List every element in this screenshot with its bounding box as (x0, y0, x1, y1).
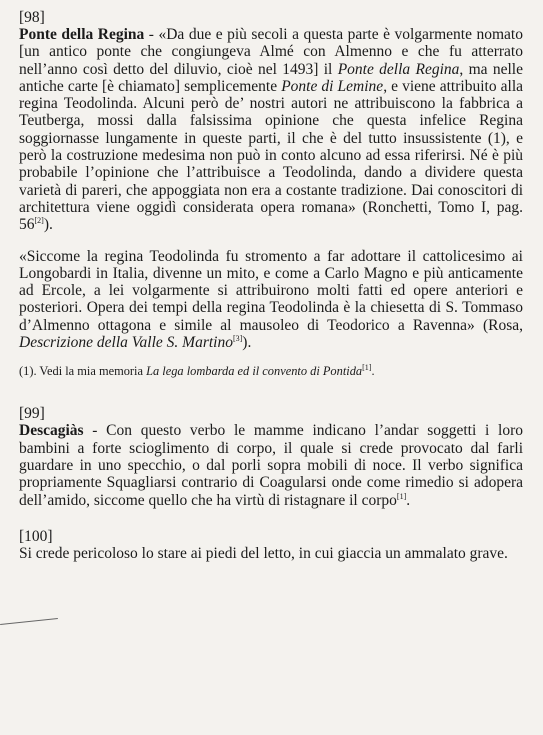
separator-line (0, 618, 58, 625)
footnote (19, 364, 523, 378)
entry-98 (19, 9, 523, 378)
footnote-end: . (371, 364, 375, 379)
entry-text: Si crede pericoloso lo stare ai piedi del letto, in cui giaccia un ammalato grave. (19, 544, 508, 562)
quote-italic: Descrizione della Valle S. Martino (19, 334, 233, 352)
entry-text: - «Da due e più secoli a questa parte è volgarmente nomato [un antico ponte che congiungeva Almé con Almenno e che fu atterrato nell’anno così detto del diluvio, cioè nel 1493] il (19, 26, 523, 78)
footnote-ref: [3] (232, 333, 243, 343)
entry-paragraph (19, 545, 523, 562)
footnote-ref: [1] (362, 363, 372, 373)
entry-text: ). (43, 216, 53, 234)
entry-number: [99] (19, 405, 45, 423)
entry-100 (19, 528, 523, 562)
entry-text: , e viene attribuito alla regina Teodolinda. Alcuni però de’ nostri autori ne attribuiscono la fabbrica a Teutberga, mossi dalla falsissima opinione che questa infelice Regina soggiornasse lungamente in queste parti, il che è del tutto insussistente (1), e però la costruzione medesima non può in conto alcuno ad essa riferirsi. Né è più probabile l’opinione che l’attribuisce a Teodolinda, dando a dividere questa varietà di pareri, che appoggiata non era a costante tradizione. Dai conoscitori di architettura viene oggidì considerata opera romana» (Ronchetti, Tomo I, pag. 56 (19, 77, 524, 234)
entry-paragraph (19, 422, 523, 508)
entry-end: . (406, 491, 411, 509)
entry-text: - Con questo verbo le mamme indicano l’andar soggetti i loro bambini a forte scioglimento di corpo, il quale si crede provocato dal farli guardare in uno specchio, o dal porli sopra mobili di noce. Il verbo significa propriamente Squagliarsi contrario di Coagularsi onde come rimedio si adopera dell’amido, siccome quello che ha virtù di ristagnare il corpo (19, 422, 523, 509)
footnote-ref: [1] (396, 491, 407, 501)
footnote-text: (1). Vedi la mia memoria (19, 364, 147, 379)
entry-italic: Ponte di Lemine (281, 77, 384, 95)
entry-number: [98] (19, 9, 45, 26)
quote-end: ). (242, 334, 252, 352)
entry-99 (19, 405, 523, 508)
footnote-ref: [2] (34, 216, 44, 226)
entry-title: Ponte della Regina (19, 26, 145, 43)
quote-paragraph (19, 248, 523, 352)
entry-number: [100] (19, 527, 53, 545)
quote-text: «Siccome la regina Teodolinda fu stromento a far adottare il cattolicesimo ai Longobardi in Italia, divenne un mito, e come a Carlo Magno e più anticamente ad Ercole, a lei volgarmente si attribuirono molti fatti ed opere anteriori e posteriori. Opera dei tempi della regina Teodolinda è la chiesetta di S. Tommaso d’Almenno ottagona e simile al mausoleo di Teodorico a Ravenna» (Rosa, (19, 247, 523, 334)
entry-text: , ma nelle antiche carte [è chiamato] semplicemente (19, 60, 523, 95)
entry-title: Descagiàs (19, 422, 84, 440)
footnote-italic: La lega lombarda ed il convento di Pontida (146, 364, 363, 379)
entry-italic: Ponte della Regina (337, 60, 460, 78)
entry-paragraph (19, 26, 523, 234)
